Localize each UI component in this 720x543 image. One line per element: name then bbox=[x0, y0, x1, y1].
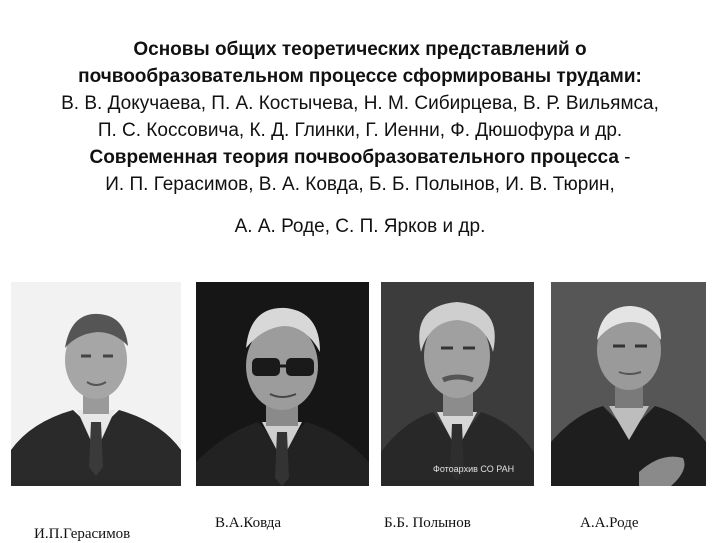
caption-polynov: Б.Б. Полынов bbox=[384, 515, 471, 531]
modern-theory-heading: Современная теория почвообразовательного процесса bbox=[89, 147, 619, 168]
authors-line-2: П. С. Коссовича, К. Д. Глинки, Г. Иенни, Ф. Дюшофура и др. bbox=[97, 120, 623, 141]
modern-theory-dash: - bbox=[618, 147, 631, 168]
authors-line-1: В. В. Докучаева, П. А. Костычева, Н. М. Сибирцева, В. Р. Вильямса, bbox=[61, 93, 659, 114]
portrait-polynov bbox=[381, 282, 534, 486]
caption-gerasimov: И.П.Герасимов bbox=[34, 526, 131, 542]
slide-text bbox=[0, 36, 720, 240]
caption-rode: А.А.Роде bbox=[580, 515, 639, 531]
photo-watermark: Фотоархив СО РАН bbox=[433, 464, 515, 474]
modern-theory-line bbox=[0, 144, 720, 171]
caption-kovda: В.А.Ковда bbox=[215, 515, 282, 531]
modern-authors-line-2: А. А. Роде, С. П. Ярков и др. bbox=[234, 216, 486, 237]
portrait-kovda bbox=[196, 282, 369, 486]
modern-authors-line-1: И. П. Герасимов, В. А. Ковда, Б. Б. Полынов, И. В. Тюрин, bbox=[105, 174, 615, 195]
portrait-rode bbox=[551, 282, 706, 486]
heading-line-1: Основы общих теоретических представлений о bbox=[133, 39, 587, 60]
portrait-gerasimov bbox=[11, 282, 181, 486]
heading-line-2: почвообразовательном процессе сформированы трудами: bbox=[78, 66, 642, 87]
